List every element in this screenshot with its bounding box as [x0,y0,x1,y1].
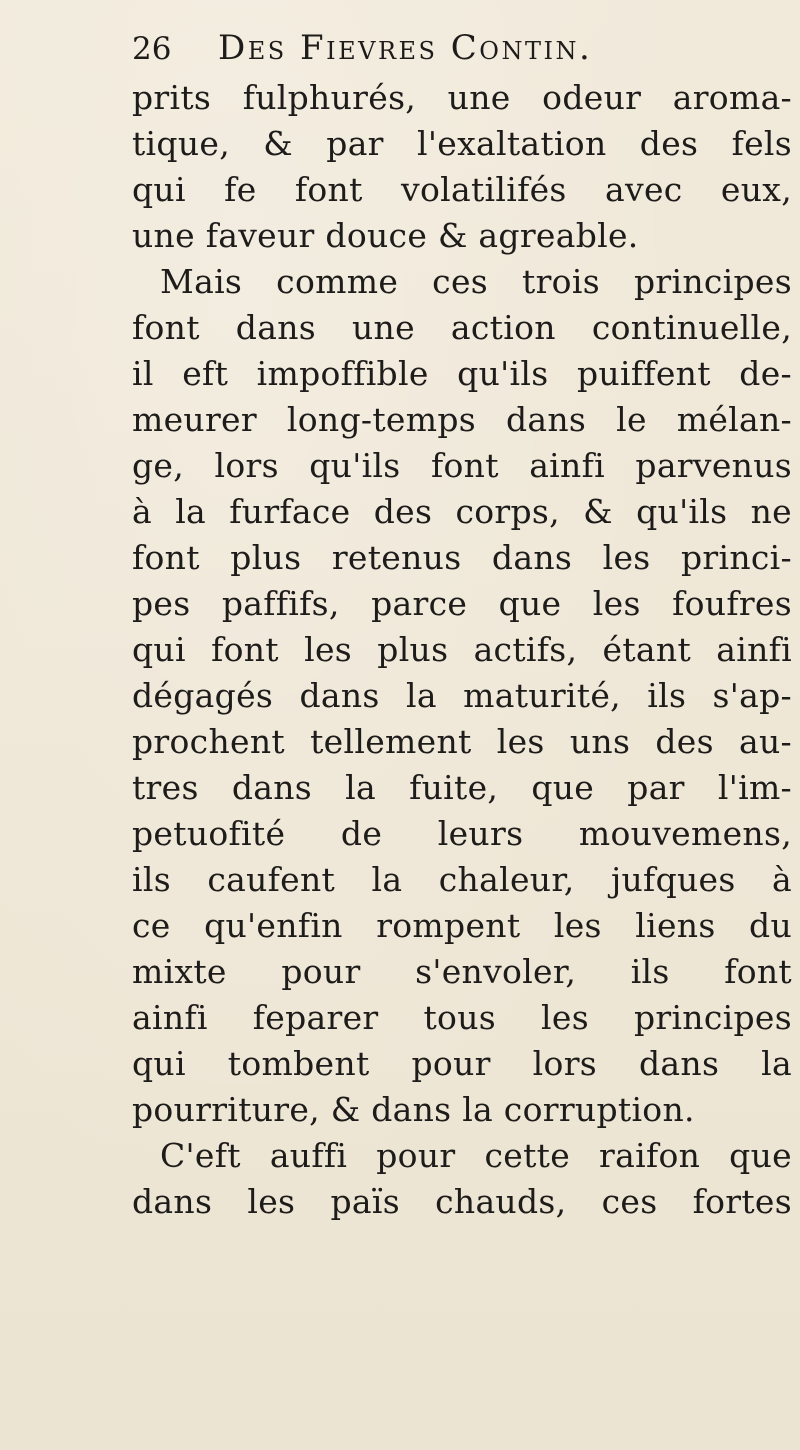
text-line: font dans une action continuelle, [132,308,792,347]
text-line: qui fe font volatilifés avec eux, [132,170,792,209]
page-header [132,28,772,76]
text-line: dégagés dans la maturité, ils s'ap- [132,676,792,715]
text-line: Mais comme ces trois principes [160,262,792,301]
text-line: il eft impoffible qu'ils puiffent de- [132,354,792,393]
text-line: meurer long-temps dans le mélan- [132,400,792,439]
text-line: à la furface des corps, & qu'ils ne [132,492,792,531]
text-line: mixte pour s'envoler, ils font [132,952,792,991]
text-line: pourriture, & dans la corruption. [132,1090,695,1129]
text-line: ils caufent la chaleur, jufques à [132,860,792,899]
body-text [132,75,792,1225]
text-line: C'eft auffi pour cette raifon que [160,1136,792,1175]
text-line: ainfi feparer tous les principes [132,998,792,1037]
text-line: qui tombent pour lors dans la [132,1044,792,1083]
text-line: ce qu'enfin rompent les liens du [132,906,792,945]
running-head: Des Fievres Contin. [218,28,593,68]
text-line: tres dans la fuite, que par l'im- [132,768,792,807]
text-line: ge, lors qu'ils font ainfi parvenus [132,446,792,485]
text-line: une faveur douce & agreable. [132,216,639,255]
text-line: qui font les plus actifs, étant ainfi [132,630,792,669]
text-line: petuofité de leurs mouvemens, [132,814,792,853]
text-line: prits fulphurés, une odeur aroma- [132,78,792,117]
page-number: 26 [132,31,172,67]
text-line: prochent tellement les uns des au- [132,722,792,761]
text-line: pes paffifs, parce que les foufres [132,584,792,623]
text-line: font plus retenus dans les princi- [132,538,792,577]
text-line: dans les païs chauds, ces fortes [132,1182,792,1221]
text-line: tique, & par l'exaltation des fels [132,124,792,163]
